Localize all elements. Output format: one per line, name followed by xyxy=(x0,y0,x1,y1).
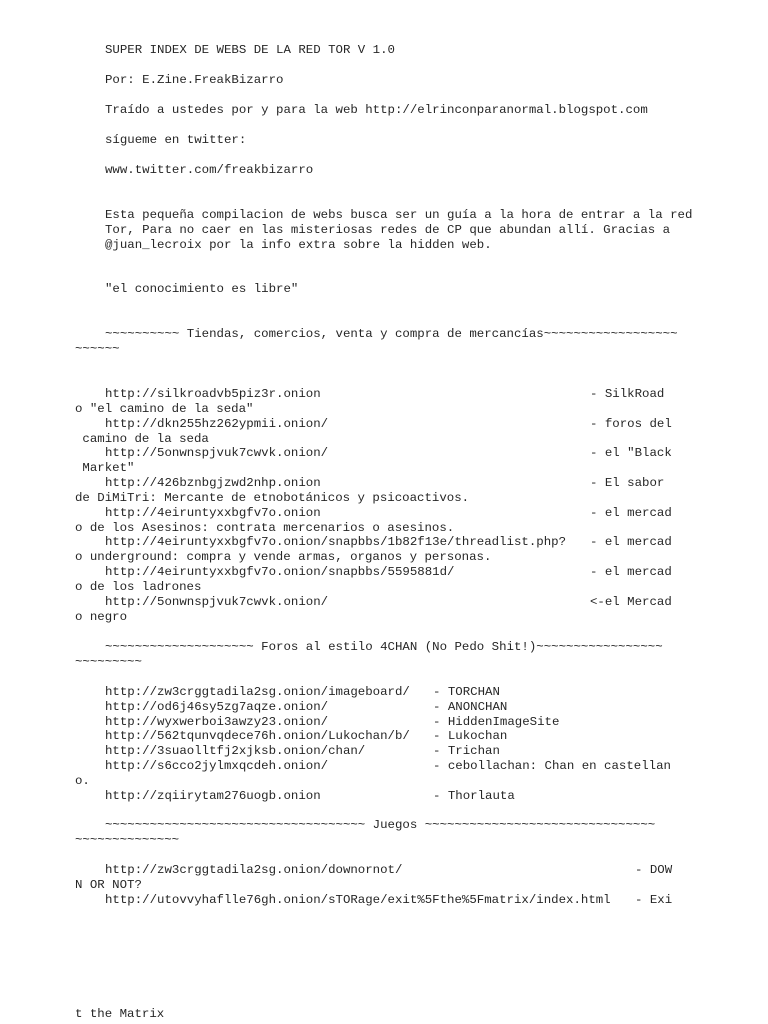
link-description: - el mercad xyxy=(590,565,672,579)
link-url[interactable]: http://562tqunvqdece76h.onion/Lukochan/b/ xyxy=(105,729,410,743)
section-heading-wrap: ~~~~~~~~~~~~~~ xyxy=(75,833,180,847)
link-url[interactable]: http://utovvyhaflle76gh.onion/sTORage/exit%5Fthe%5Fmatrix/index.html xyxy=(105,893,611,907)
link-url[interactable]: http://dkn255hz262ypmii.onion/ xyxy=(105,417,329,431)
link-url[interactable]: http://wyxwerboi3awzy23.onion/ xyxy=(105,715,329,729)
section-heading-forums: ~~~~~~~~~~~~~~~~~~~~ Foros al estilo 4CHAN (No Pedo Shit!)~~~~~~~~~~~~~~~~~ xyxy=(105,640,663,654)
orphan-text: t the Matrix xyxy=(75,1007,165,1021)
section-heading-wrap: ~~~~~~~~~ xyxy=(75,655,142,669)
link-description: - foros del xyxy=(590,417,672,431)
link-description-wrap: camino de la seda xyxy=(75,432,209,446)
link-url[interactable]: http://zw3crggtadila2sg.onion/downornot/ xyxy=(105,863,403,877)
link-description-wrap: o "el camino de la seda" xyxy=(75,402,254,416)
link-description: - Lukochan xyxy=(433,729,508,743)
link-description: - El sabor xyxy=(590,476,665,490)
quote-line: "el conocimiento es libre" xyxy=(105,282,299,296)
link-url[interactable]: http://s6cco2jylmxqcdeh.onion/ xyxy=(105,759,329,773)
source-line: Traído a ustedes por y para la web http://elrinconparanormal.blogspot.com xyxy=(105,103,648,117)
link-description: - Trichan xyxy=(433,744,500,758)
link-description: - el mercad xyxy=(590,506,672,520)
document-title: SUPER INDEX DE WEBS DE LA RED TOR V 1.0 xyxy=(105,43,395,57)
link-url[interactable]: http://zw3crggtadila2sg.onion/imageboard/ xyxy=(105,685,410,699)
link-description: - cebollachan: Chan en castellan xyxy=(433,759,671,773)
link-description-wrap: o de los Asesinos: contrata mercenarios o asesinos. xyxy=(75,521,455,535)
link-description-wrap: de DiMiTri: Mercante de etnobotánicos y psicoactivos. xyxy=(75,491,470,505)
intro-line-3: @juan_lecroix por la info extra sobre la hidden web. xyxy=(105,238,492,252)
link-url[interactable]: http://426bznbgjzwd2nhp.onion xyxy=(105,476,321,490)
section-heading-games: ~~~~~~~~~~~~~~~~~~~~~~~~~~~~~~~~~~~ Juegos ~~~~~~~~~~~~~~~~~~~~~~~~~~~~~~~ xyxy=(105,818,656,832)
link-description: - DOW xyxy=(635,863,673,877)
twitter-link[interactable]: www.twitter.com/freakbizarro xyxy=(105,163,314,177)
intro-line-2: Tor, Para no caer en las misteriosas redes de CP que abundan allí. Gracias a xyxy=(105,223,671,237)
link-description: - Thorlauta xyxy=(433,789,515,803)
link-description: - Exi xyxy=(635,893,673,907)
follow-line: sígueme en twitter: xyxy=(105,133,247,147)
intro-line-1: Esta pequeña compilacion de webs busca ser un guía a la hora de entrar a la red xyxy=(105,208,693,222)
link-url[interactable]: http://4eiruntyxxbgfv7o.onion xyxy=(105,506,321,520)
link-url[interactable]: http://5onwnspjvuk7cwvk.onion/ xyxy=(105,446,329,460)
link-description-wrap: N OR NOT? xyxy=(75,878,142,892)
link-description: - HiddenImageSite xyxy=(433,715,560,729)
link-url[interactable]: http://4eiruntyxxbgfv7o.onion/snapbbs/5595881d/ xyxy=(105,565,455,579)
section-heading-shops: ~~~~~~~~~~ Tiendas, comercios, venta y compra de mercancías~~~~~~~~~~~~~~~~~~ xyxy=(105,327,678,341)
link-description-wrap: o negro xyxy=(75,610,128,624)
link-description: <-el Mercad xyxy=(590,595,672,609)
link-description: - SilkRoad xyxy=(590,387,665,401)
section-heading-wrap: ~~~~~~ xyxy=(75,342,120,356)
link-url[interactable]: http://4eiruntyxxbgfv7o.onion/snapbbs/1b82f13e/threadlist.php? xyxy=(105,535,567,549)
link-url[interactable]: http://zqiirytam276uogb.onion xyxy=(105,789,321,803)
link-description: - el mercad xyxy=(590,535,672,549)
author-line: Por: E.Zine.FreakBizarro xyxy=(105,73,284,87)
link-url[interactable]: http://5onwnspjvuk7cwvk.onion/ xyxy=(105,595,329,609)
link-url[interactable]: http://od6j46sy5zg7aqze.onion/ xyxy=(105,700,329,714)
link-description-wrap: Market" xyxy=(75,461,135,475)
link-description-wrap: o underground: compra y vende armas, organos y personas. xyxy=(75,550,492,564)
link-url[interactable]: http://3suaolltfj2xjksb.onion/chan/ xyxy=(105,744,366,758)
link-description-wrap: o de los ladrones xyxy=(75,580,202,594)
link-description-wrap: o. xyxy=(75,774,90,788)
link-description: - el "Black xyxy=(590,446,672,460)
link-url[interactable]: http://silkroadvb5piz3r.onion xyxy=(105,387,321,401)
link-description: - ANONCHAN xyxy=(433,700,508,714)
link-description: - TORCHAN xyxy=(433,685,500,699)
